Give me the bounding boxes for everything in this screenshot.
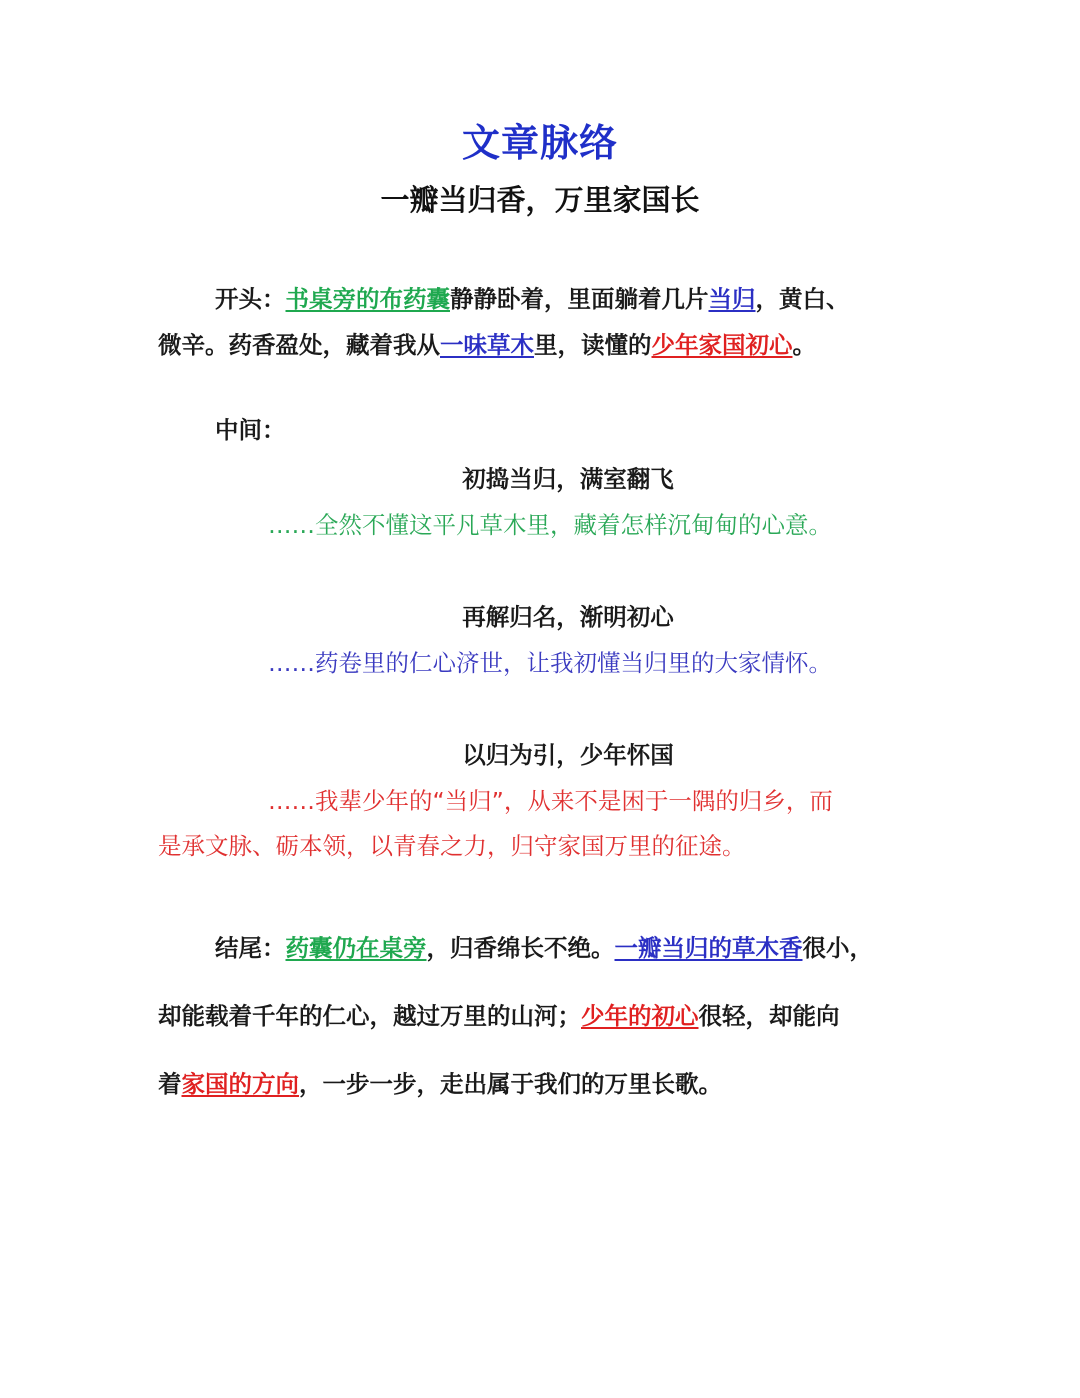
ending-highlight-heart: 少年的初心 xyxy=(581,1002,699,1030)
middle-section-2-body: ……药卷里的仁心济世，让我初懂当归里的大家情怀。 xyxy=(268,649,832,677)
page-subtitle: 一瓣当归香，万里家国长 xyxy=(380,183,700,217)
ending-text-1: ，归香绵长不绝。 xyxy=(426,934,615,962)
middle-label: 中间： xyxy=(215,416,286,444)
opening-label: 开头： xyxy=(215,285,286,313)
opening-line-1 xyxy=(158,276,938,322)
ending-line-1 xyxy=(158,914,938,982)
ending-highlight-direction: 家国的方向 xyxy=(181,1070,299,1098)
middle-section-3-body-line-2: 是承文脉、砺本领，以青春之力，归守家国万里的征途。 xyxy=(158,832,746,860)
middle-section-1-heading: 初捣当归，满室翻飞 xyxy=(462,465,674,493)
opening-highlight-bag: 书桌旁的布药囊 xyxy=(285,285,450,313)
ending-highlight-bag: 药囊仍在桌旁 xyxy=(285,934,427,962)
middle-section-3-body-line-1: ……我辈少年的“当归”，从来不是困于一隅的归乡，而 xyxy=(268,787,833,815)
middle-section-3-heading: 以归为引，少年怀国 xyxy=(462,741,674,769)
opening-text-2: ，黄白、 xyxy=(755,285,850,313)
opening-highlight-heart: 少年家国初心 xyxy=(651,331,793,359)
opening-text-1: 静静卧着，里面躺着几片 xyxy=(450,285,709,313)
ending-highlight-fragrance: 一瓣当归的草木香 xyxy=(614,934,803,962)
middle-section-2-heading: 再解归名，渐明初心 xyxy=(462,603,674,631)
middle-section-1-body: ……全然不懂这平凡草木里，藏着怎样沉甸甸的心意。 xyxy=(268,511,832,539)
opening-highlight-herb: 一味草木 xyxy=(440,331,534,359)
middle-label-row xyxy=(158,414,938,446)
opening-line-2 xyxy=(158,322,938,368)
opening-text-3: 微辛。药香盈处，藏着我从 xyxy=(158,331,440,359)
ending-text-5: 着 xyxy=(158,1070,182,1098)
opening-highlight-danggui: 当归 xyxy=(708,285,756,313)
ending-text-4: 很轻，却能向 xyxy=(698,1002,840,1030)
ending-paragraph xyxy=(158,914,938,1118)
ending-text-2: 很小， xyxy=(802,934,873,962)
page-title: 文章脉络 xyxy=(461,121,618,165)
ending-text-6: ，一步一步，走出属于我们的万里长歌。 xyxy=(299,1070,722,1098)
ending-line-3 xyxy=(158,1050,938,1118)
opening-text-5: 。 xyxy=(792,331,816,359)
ending-label: 结尾： xyxy=(215,934,286,962)
opening-paragraph xyxy=(158,276,938,368)
ending-line-2 xyxy=(158,982,938,1050)
ending-text-3: 却能载着千年的仁心，越过万里的山河； xyxy=(158,1002,581,1030)
opening-text-4: 里，读懂的 xyxy=(534,331,652,359)
